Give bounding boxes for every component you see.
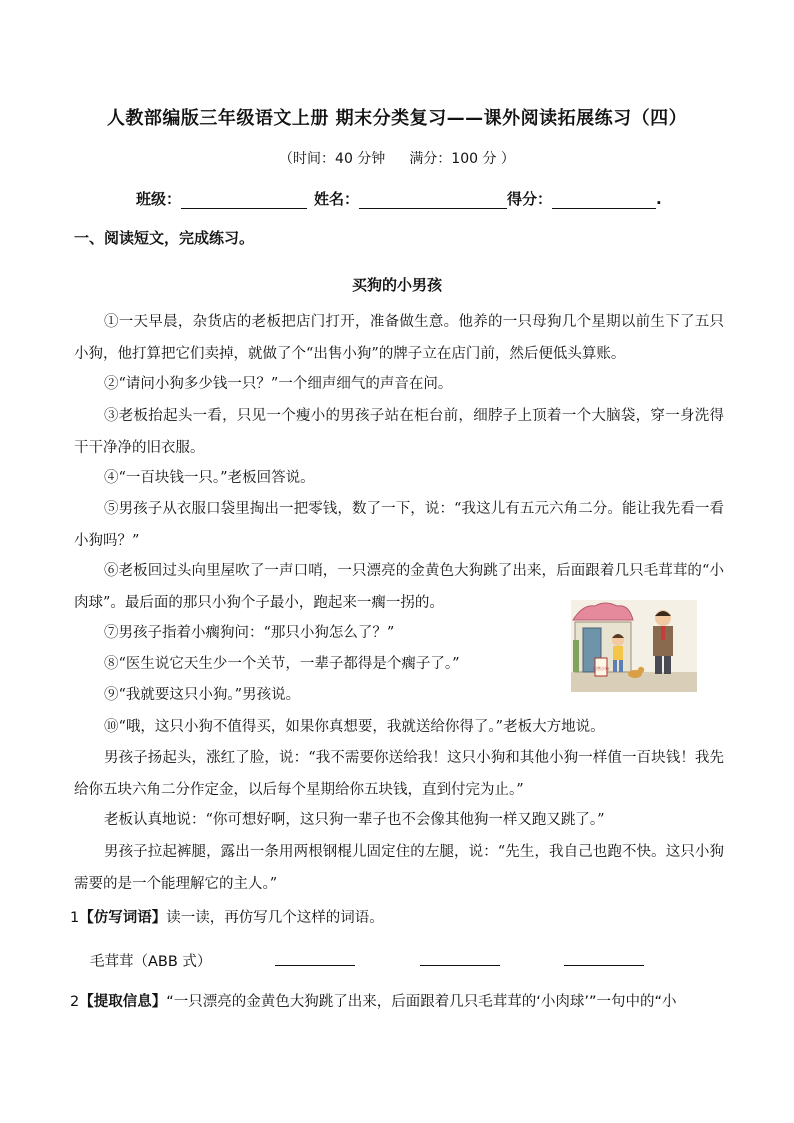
time-label: （时间：40 分钟 <box>279 151 386 167</box>
exam-meta <box>0 148 794 168</box>
answer-blank-1[interactable] <box>275 965 355 966</box>
owner-left-leg <box>655 656 662 674</box>
boy-shirt <box>613 646 623 660</box>
question-2-number: 2 <box>70 994 80 1010</box>
paragraph-4: ④“一百块钱一只。”老板回答说。 <box>104 470 315 486</box>
class-label: 班级： <box>136 190 182 208</box>
question-1-number: 1 <box>70 910 80 926</box>
paragraph-11: 男孩子扬起头，涨红了脸，说：“我不需要你送给我！这只小狗和其他小狗一样值一百块钱！我先给你五块六角二分作定金，以后每个星期给你五块钱，直到付完为止。” <box>74 750 724 798</box>
paragraph-2: ②“请问小狗多少钱一只？”一个细声细气的声音在问。 <box>104 376 453 392</box>
paragraph-3: ③老板抬起头一看，只见一个瘦小的男孩子站在柜台前，细脖子上顶着一个大脑袋，穿一身洗得干干净净的旧衣服。 <box>74 408 724 456</box>
paragraph-10: ⑩“哦，这只小狗不值得买，如果你真想要，我就送给你得了。”老板大方地说。 <box>104 719 605 735</box>
class-blank[interactable] <box>181 192 307 209</box>
grade-label: 得分： <box>507 190 553 208</box>
grade-period: . <box>656 190 662 208</box>
owner-right-leg <box>664 656 671 674</box>
story-illustration <box>571 600 697 692</box>
section-heading: 一、阅读短文，完成练习。 <box>74 229 255 247</box>
paragraph-7: ⑦男孩子指着小瘸狗问：“那只小狗怎么了？” <box>104 625 395 641</box>
paragraph-13: 男孩子拉起裤腿，露出一条用两根钢棍儿固定住的左腿，说：“先生，我自己也跑不快。这只小狗需要的是一个能理解它的主人。” <box>74 844 724 892</box>
owner-tie <box>661 626 665 640</box>
puppy-head <box>638 667 644 673</box>
paragraph-6: ⑥老板回过头向里屋吹了一声口哨，一只漂亮的金黄色大狗跳了出来，后面跟着几只毛茸茸的“小肉球”。最后面的那只小狗个子最小，跑起来一瘸一拐的。 <box>74 563 724 611</box>
paragraph-12: 老板认真地说：“你可想好啊，这只狗一辈子也不会像其他狗一样又跑又跳了。” <box>104 812 605 828</box>
question-1 <box>70 906 384 927</box>
grade-field <box>507 188 662 209</box>
name-blank[interactable] <box>359 192 507 209</box>
name-field <box>314 188 507 209</box>
grade-blank[interactable] <box>552 192 656 209</box>
question-2-tag: 【提取信息】 <box>79 994 167 1010</box>
answer-blank-2[interactable] <box>420 965 500 966</box>
plant <box>573 640 579 672</box>
question-2 <box>70 990 730 1011</box>
paragraph-1: ①一天早晨，杂货店的老板把店门打开，准备做生意。他养的一只母狗几个星期以前生下了五只小狗，他打算把它们卖掉，就做了个“出售小狗”的牌子立在店门前，然后便低头算账。 <box>74 314 724 362</box>
sale-sign-text: 出售小狗 <box>593 666 609 671</box>
question-2-text: “一只漂亮的金黄色大狗跳了出来，后面跟着几只毛茸茸的‘小肉球’”一句中的“小 <box>166 994 677 1010</box>
paragraph-5: ⑤男孩子从衣服口袋里掏出一把零钱，数了一下，说：“我这儿有五元六角二分。能让我先看一看小狗吗？” <box>74 501 724 549</box>
class-field <box>136 188 307 209</box>
paragraph-8: ⑧“医生说它天生少一个关节，一辈子都得是个瘸子了。” <box>104 656 460 672</box>
name-label: 姓名： <box>314 190 360 208</box>
question-1-text: 读一读，再仿写几个这样的词语。 <box>166 910 384 926</box>
answer-blank-3[interactable] <box>564 965 644 966</box>
paragraph-9: ⑨“我就要这只小狗。”男孩说。 <box>104 687 301 703</box>
question-1-tag: 【仿写词语】 <box>79 910 167 926</box>
page-title: 人教部编版三年级语文上册 期末分类复习——课外阅读拓展练习（四） <box>106 108 688 129</box>
boy-left-leg <box>613 660 617 672</box>
story-title: 买狗的小男孩 <box>351 276 442 294</box>
score-label: 满分：100 分 ） <box>409 151 515 167</box>
question-1-example: 毛茸茸（ABB 式） <box>90 954 212 970</box>
boy-right-leg <box>619 660 623 672</box>
